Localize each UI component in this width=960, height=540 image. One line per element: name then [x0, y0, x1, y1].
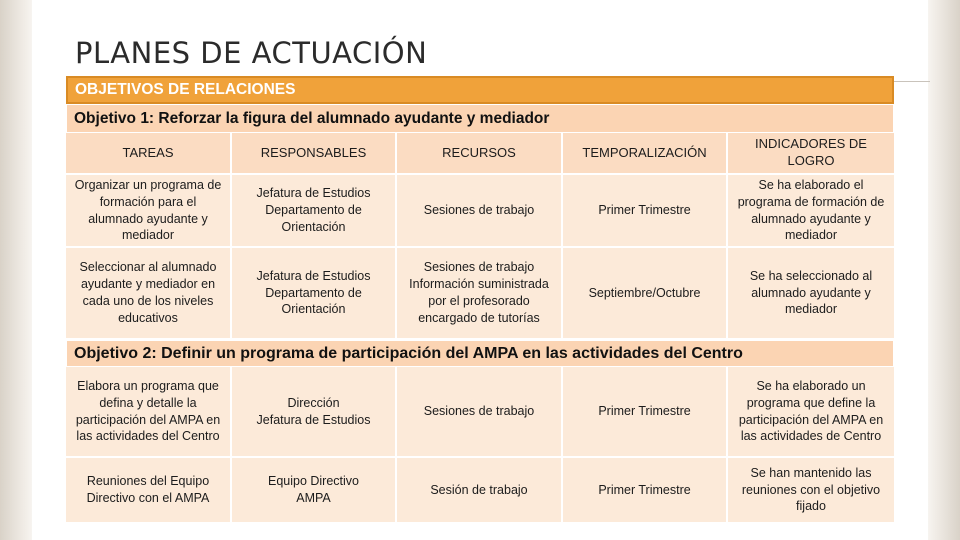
cell-recursos	[397, 248, 563, 340]
objective-1-title: Objetivo 1: Reforzar la figura del alumnado ayudante y mediador	[66, 104, 894, 133]
column-header-tareas: TAREAS	[66, 133, 232, 175]
responsable-line: Departamento de Orientación	[265, 203, 362, 234]
cell-responsables	[232, 458, 397, 524]
table-row	[66, 175, 894, 248]
slide-title: PLANES DE ACTUACIÓN	[75, 36, 428, 70]
table-header-row	[66, 133, 894, 175]
responsable-line: AMPA	[296, 491, 331, 505]
objective-2-title: Objetivo 2: Definir un programa de participación del AMPA en las actividades del Centro	[66, 340, 894, 367]
cell-tareas: Reuniones del Equipo Directivo con el AMPA	[66, 458, 232, 524]
responsable-line: Jefatura de Estudios	[256, 268, 371, 283]
responsable-line: Jefatura de Estudios	[256, 186, 371, 201]
responsable-line: Departamento de Orientación	[265, 285, 362, 317]
cell-temporalizacion: Septiembre/Octubre	[563, 248, 728, 340]
responsable-line: Jefatura de Estudios	[256, 412, 371, 427]
cell-tareas: Seleccionar al alumnado ayudante y mediador en cada uno de los niveles educativos	[66, 248, 232, 340]
column-header-temporalizacion: TEMPORALIZACIÓN	[563, 133, 728, 175]
decorative-right-border	[928, 0, 960, 540]
cell-indicadores: Se han mantenido las reuniones con el objetivo fijado	[728, 458, 894, 524]
recurso-line: Sesiones de trabajo	[423, 260, 535, 275]
cell-temporalizacion: Primer Trimestre	[563, 458, 728, 524]
cell-temporalizacion: Primer Trimestre	[563, 175, 728, 248]
responsable-line: Dirección	[287, 395, 340, 410]
responsable-line: Equipo Directivo	[267, 474, 359, 489]
recurso-line: Información suministrada por el profesorado encargado de tutorías	[409, 277, 549, 325]
cell-recursos: Sesión de trabajo	[397, 458, 563, 524]
cell-recursos: Sesiones de trabajo	[397, 367, 563, 458]
cell-responsables	[232, 367, 397, 458]
cell-responsables	[232, 175, 397, 248]
table-row	[66, 248, 894, 340]
column-header-indicadores: INDICADORES DE LOGRO	[728, 133, 894, 175]
cell-responsables	[232, 248, 397, 340]
cell-tareas: Elabora un programa que defina y detalle la participación del AMPA en las actividades del Centro	[66, 367, 232, 458]
table-row	[66, 367, 894, 458]
cell-tareas: Organizar un programa de formación para el alumnado ayudante y mediador	[66, 175, 232, 248]
action-plan-table	[66, 76, 894, 524]
cell-indicadores: Se ha seleccionado al alumnado ayudante y mediador	[728, 248, 894, 340]
column-header-recursos: RECURSOS	[397, 133, 563, 175]
cell-indicadores: Se ha elaborado el programa de formación de alumnado ayudante y mediador	[728, 175, 894, 248]
cell-temporalizacion: Primer Trimestre	[563, 367, 728, 458]
decorative-left-border	[0, 0, 32, 540]
column-header-responsables: RESPONSABLES	[232, 133, 397, 175]
cell-indicadores: Se ha elaborado un programa que define la participación del AMPA en las actividades de Centro	[728, 367, 894, 458]
cell-recursos: Sesiones de trabajo	[397, 175, 563, 248]
section-heading: OBJETIVOS DE RELACIONES	[66, 76, 894, 104]
table-row	[66, 458, 894, 524]
